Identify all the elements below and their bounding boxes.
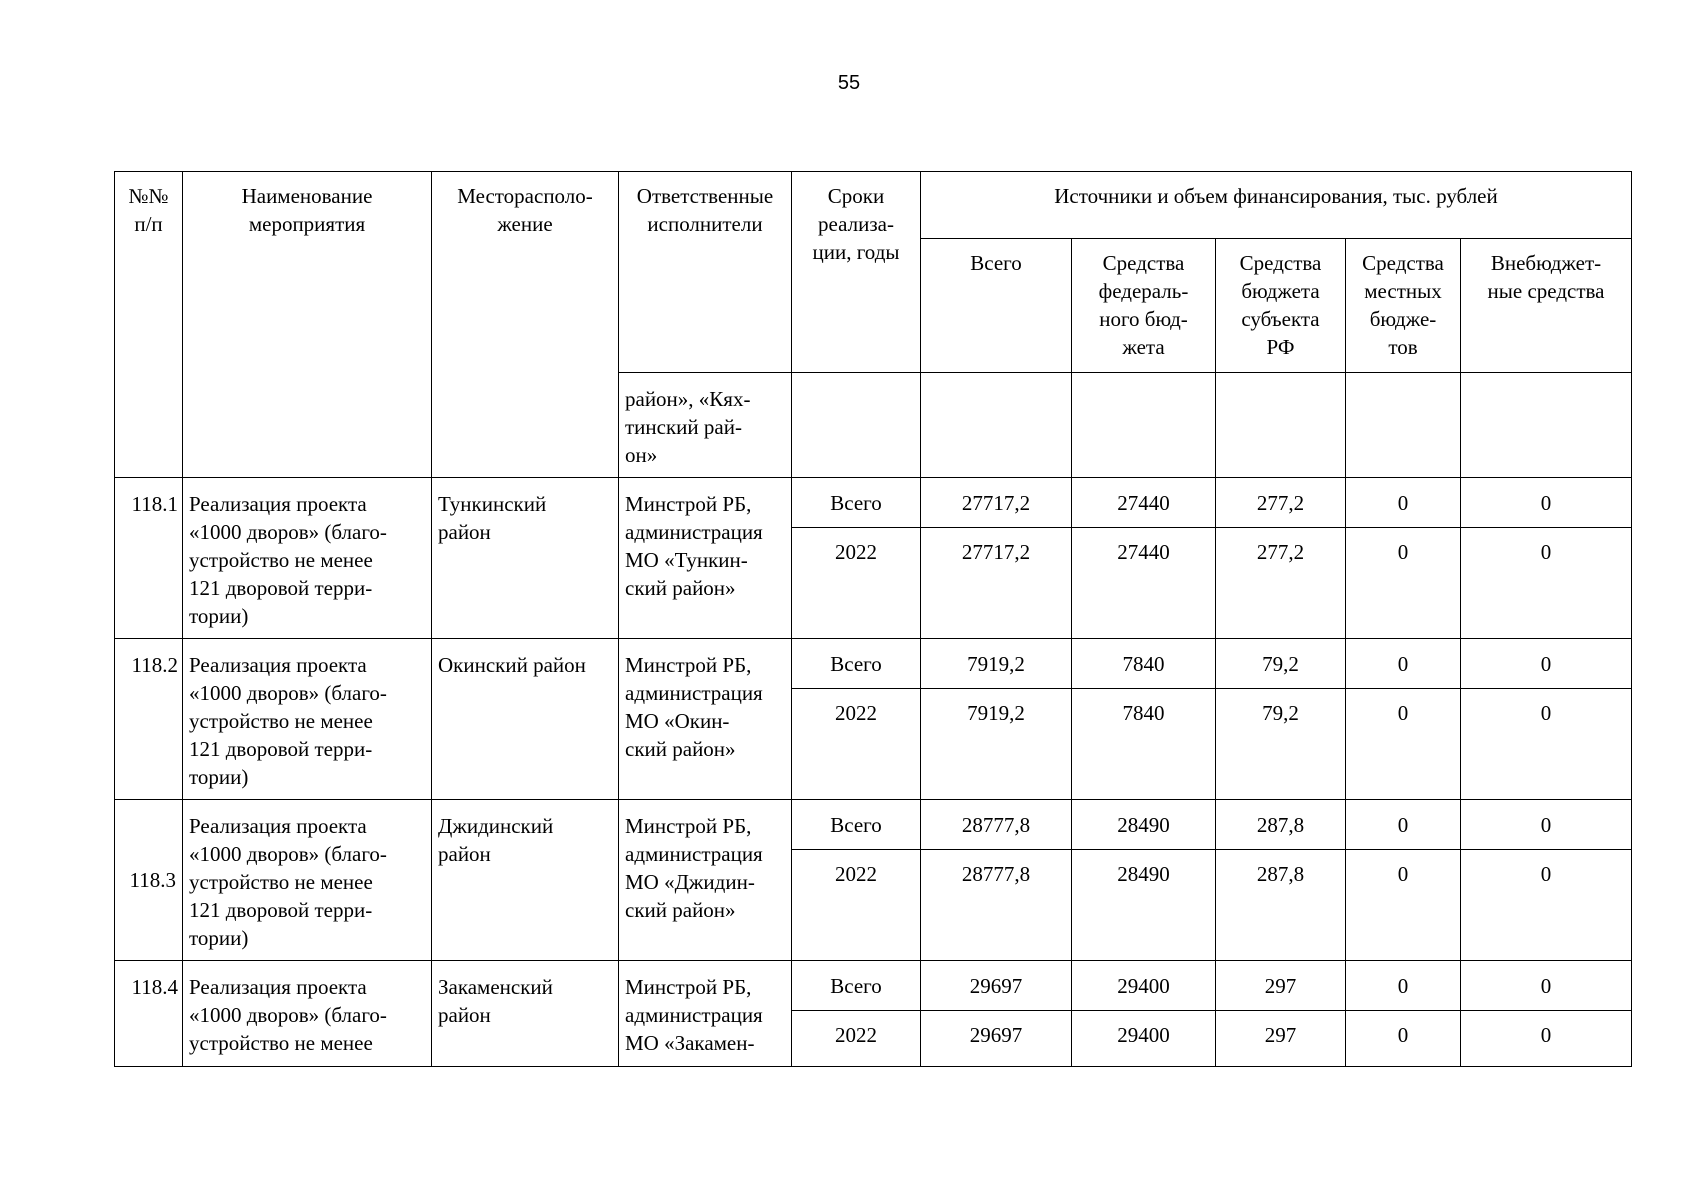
- amount-local: 0: [1346, 1011, 1461, 1067]
- col-period-header: Сроки реализа- ции, годы: [792, 172, 921, 373]
- location: Закаменский район: [432, 961, 619, 1067]
- amount-offbudget: 0: [1461, 800, 1632, 850]
- amount-local: 0: [1346, 850, 1461, 961]
- responsible: Минстрой РБ, администрация МО «Закамен-: [619, 961, 792, 1067]
- amount-offbudget: 0: [1461, 1011, 1632, 1067]
- carryover-empty-cell: [1216, 373, 1346, 478]
- period-year: 2022: [792, 1011, 921, 1067]
- amount-subject: 297: [1216, 961, 1346, 1011]
- amount-total: 7919,2: [921, 639, 1072, 689]
- amount-total: 7919,2: [921, 689, 1072, 800]
- carryover-empty-cell: [921, 373, 1072, 478]
- amount-total: 28777,8: [921, 850, 1072, 961]
- carryover-empty-cell: [792, 373, 921, 478]
- table-row: [115, 800, 1632, 850]
- location: Окинский район: [432, 639, 619, 800]
- amount-local: 0: [1346, 639, 1461, 689]
- amount-federal: 7840: [1072, 639, 1216, 689]
- amount-local: 0: [1346, 689, 1461, 800]
- period-year: 2022: [792, 850, 921, 961]
- col-location-header: Месторасполо- жение: [432, 172, 619, 478]
- period-year: 2022: [792, 528, 921, 639]
- responsible: Минстрой РБ, администрация МО «Тункин- ский район»: [619, 478, 792, 639]
- budget-table: [114, 171, 1632, 1067]
- measure-name: Реализация проекта «1000 дворов» (благо- устройство не менее 121 дворовой терри- тории): [183, 478, 432, 639]
- period-total: Всего: [792, 800, 921, 850]
- table-row: [115, 478, 1632, 528]
- row-number: 118.2: [115, 639, 183, 800]
- table-row: [115, 639, 1632, 689]
- amount-local: 0: [1346, 800, 1461, 850]
- carryover-empty-cell: [1346, 373, 1461, 478]
- subheader-subject: Средства бюджета субъекта РФ: [1216, 239, 1346, 373]
- col-responsible-header: Ответственные исполнители: [619, 172, 792, 373]
- carryover-responsible: район», «Кях- тинский рай- он»: [619, 373, 792, 478]
- amount-total: 29697: [921, 961, 1072, 1011]
- amount-subject: 287,8: [1216, 850, 1346, 961]
- amount-total: 27717,2: [921, 528, 1072, 639]
- measure-name: Реализация проекта «1000 дворов» (благо- устройство не менее 121 дворовой терри- тории): [183, 639, 432, 800]
- location: Тункинский район: [432, 478, 619, 639]
- subheader-total: Всего: [921, 239, 1072, 373]
- row-number: 118.1: [115, 478, 183, 639]
- amount-offbudget: 0: [1461, 850, 1632, 961]
- table-row: [115, 961, 1632, 1011]
- amount-local: 0: [1346, 528, 1461, 639]
- col-funding-header: Источники и объем финансирования, тыс. рублей: [921, 172, 1632, 239]
- subheader-local: Средства местных бюдже- тов: [1346, 239, 1461, 373]
- amount-subject: 277,2: [1216, 528, 1346, 639]
- amount-offbudget: 0: [1461, 689, 1632, 800]
- amount-subject: 277,2: [1216, 478, 1346, 528]
- amount-federal: 29400: [1072, 1011, 1216, 1067]
- responsible: Минстрой РБ, администрация МО «Джидин- ский район»: [619, 800, 792, 961]
- amount-federal: 28490: [1072, 800, 1216, 850]
- amount-total: 28777,8: [921, 800, 1072, 850]
- amount-federal: 27440: [1072, 478, 1216, 528]
- period-total: Всего: [792, 961, 921, 1011]
- responsible: Минстрой РБ, администрация МО «Окин- ский район»: [619, 639, 792, 800]
- subheader-offbudget: Внебюджет- ные средства: [1461, 239, 1632, 373]
- col-num-header: №№ п/п: [115, 172, 183, 478]
- amount-subject: 297: [1216, 1011, 1346, 1067]
- measure-name: Реализация проекта «1000 дворов» (благо- устройство не менее 121 дворовой терри- тории): [183, 800, 432, 961]
- amount-local: 0: [1346, 961, 1461, 1011]
- amount-offbudget: 0: [1461, 478, 1632, 528]
- amount-federal: 29400: [1072, 961, 1216, 1011]
- amount-federal: 7840: [1072, 689, 1216, 800]
- amount-subject: 79,2: [1216, 689, 1346, 800]
- period-total: Всего: [792, 478, 921, 528]
- amount-total: 29697: [921, 1011, 1072, 1067]
- page-number: 55: [837, 72, 861, 94]
- row-number: 118.3: [115, 800, 183, 961]
- amount-offbudget: 0: [1461, 961, 1632, 1011]
- amount-offbudget: 0: [1461, 639, 1632, 689]
- amount-subject: 79,2: [1216, 639, 1346, 689]
- amount-subject: 287,8: [1216, 800, 1346, 850]
- header-row: [115, 172, 1632, 239]
- amount-federal: 27440: [1072, 528, 1216, 639]
- amount-offbudget: 0: [1461, 528, 1632, 639]
- location: Джидинский район: [432, 800, 619, 961]
- row-number: 118.4: [115, 961, 183, 1067]
- carryover-empty-cell: [1461, 373, 1632, 478]
- carryover-empty-cell: [1072, 373, 1216, 478]
- measure-name: Реализация проекта «1000 дворов» (благо- устройство не менее: [183, 961, 432, 1067]
- amount-total: 27717,2: [921, 478, 1072, 528]
- period-year: 2022: [792, 689, 921, 800]
- amount-federal: 28490: [1072, 850, 1216, 961]
- subheader-federal: Средства федераль- ного бюд- жета: [1072, 239, 1216, 373]
- amount-local: 0: [1346, 478, 1461, 528]
- col-name-header: Наименование мероприятия: [183, 172, 432, 478]
- period-total: Всего: [792, 639, 921, 689]
